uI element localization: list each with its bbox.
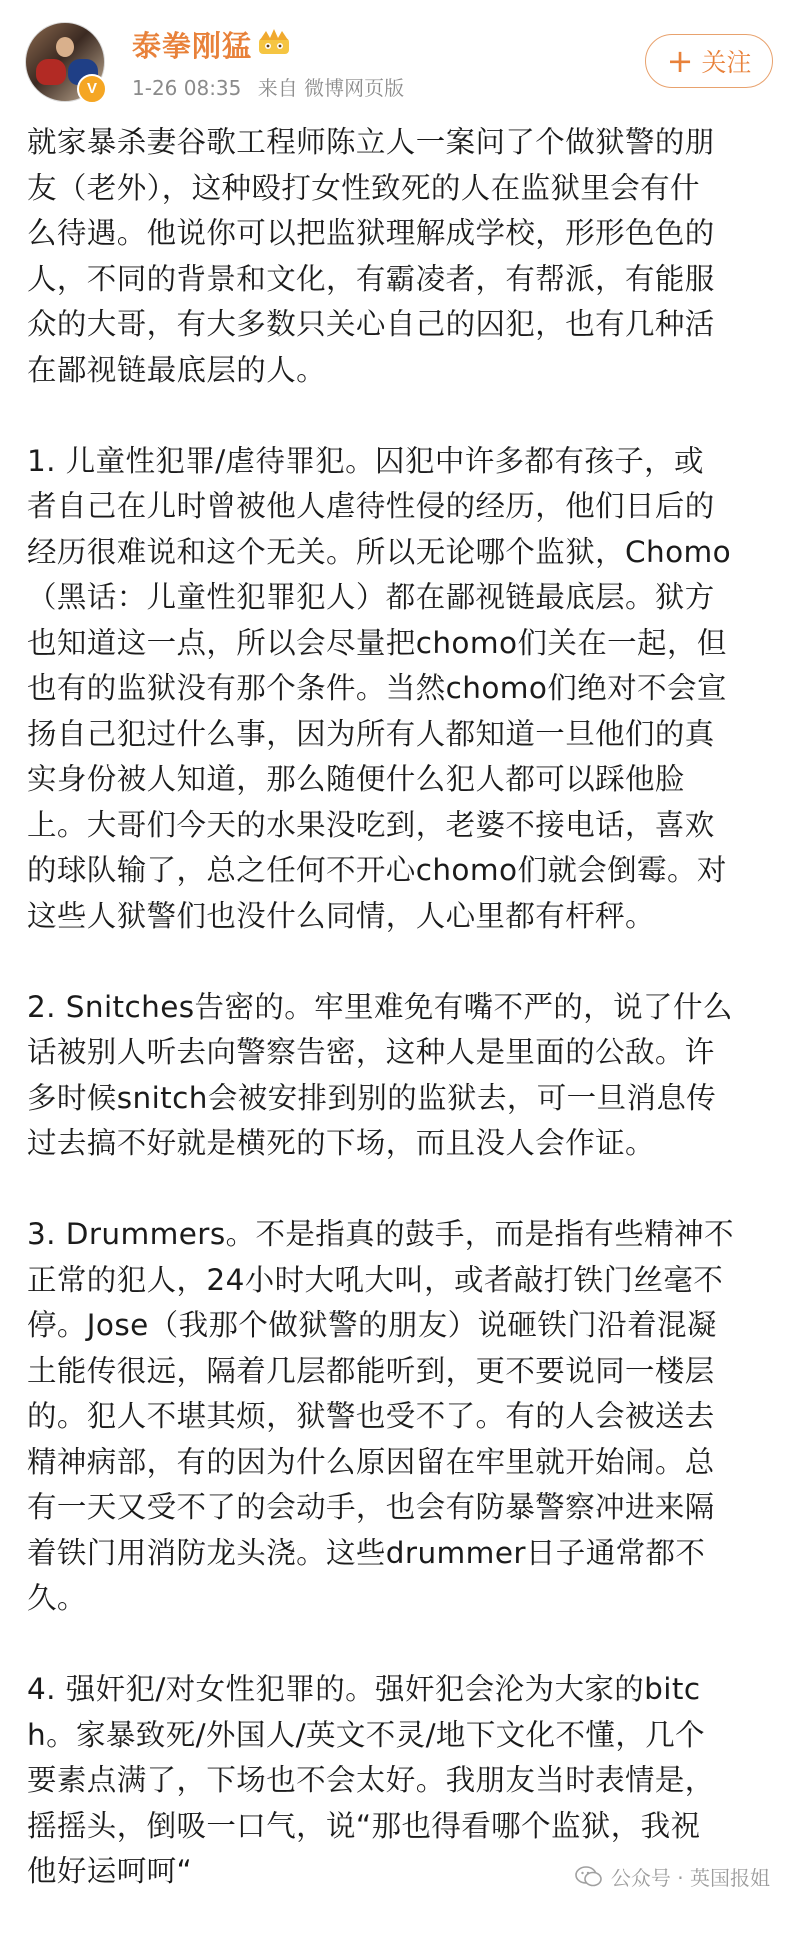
post-header (0, 0, 800, 120)
watermark-text: 公众号 · 英国报姐 (610, 1866, 770, 1890)
post-paragraph-3: 3. Drummers。不是指真的鼓手，而是指有些精神不 正常的犯人，24小时大吼大叫，或者敲打铁门丝毫不 停。Jose（我那个做狱警的朋友）说砸铁门沿着混凝 土能传很远，隔着几层都能听到，更不要说同一楼层 的。犯人不堪其烦，狱警也受不了。有的人会被送去 精神病部，有的因为什么原因留在牢里就开始闹。总 有一天又受不了的会动手，也会有防暴警察冲进来隔 着铁门用消防龙头浇。这些drummer日子通常都不 久。 (27, 1217, 734, 1615)
wechat-icon (575, 1865, 603, 1889)
post-paragraph-intro: 就家暴杀妻谷歌工程师陈立人一案问了个做狱警的朋 友（老外），这种殴打女性致死的人在监狱里会有什 么待遇。他说你可以把监狱理解成学校，形形色色的 人，不同的背景和文化，有霸凌者，有帮派，有能服 众的大哥，有大多数只关心自己的囚犯，也有几种活 在鄙视链最底层的人。 (27, 125, 715, 387)
post-source: 来自 微博网页版 (257, 76, 405, 100)
post-paragraph-1: 1. 儿童性犯罪/虐待罪犯。囚犯中许多都有孩子，或 者自己在儿时曾被他人虐待性侵的经历，他们日后的 经历很难说和这个无关。所以无论哪个监狱，Chomo （黑话：儿童性犯罪犯人）都在鄙视链最底层。狱方 也知道这一点，所以会尽量把chomo们关在一起，但 也有的监狱没有那个条件。当然chomo们绝对不会宣 扬自己犯过什么事，因为所有人都知道一旦他们的真 实身份被人知道，那么随便什么犯人都可以踩他脸 上。大哥们今天的水果没吃到，老婆不接电话，喜欢 的球队输了，总之任何不开心chomo们就会倒霉。对 这些人狱警们也没什么同情，人心里都有杆秤。 (27, 443, 732, 933)
post-meta (132, 72, 414, 101)
avatar-figure-head (56, 37, 74, 57)
follow-label: 关注 (701, 48, 752, 77)
verified-badge: V (77, 74, 107, 104)
follow-button[interactable] (645, 34, 773, 88)
post-paragraph-2: 2. Snitches告密的。牢里难免有嘴不严的，说了什么 话被别人听去向警察告密，这种人是里面的公敌。许 多时候snitch会被安排到别的监狱去，可一旦消息传 过去搞不好就是横死的下场，而且没人会作证。 (27, 989, 733, 1160)
avatar-glove-left (36, 59, 66, 85)
author-name[interactable]: 泰拳刚猛 (132, 29, 253, 63)
avatar[interactable] (25, 22, 105, 102)
post-time[interactable]: 1-26 08:35 (132, 76, 242, 100)
plus-icon: + (666, 42, 694, 80)
post-body (27, 120, 782, 1940)
wechat-watermark (575, 1862, 770, 1891)
crown-icon (256, 28, 292, 56)
post-paragraph-4: 4. 强奸犯/对女性犯罪的。强奸犯会沦为大家的bitc h。家暴致死/外国人/英文不灵/地下文化不懂，几个 要素点满了，下场也不会太好。我朋友当时表情是， 摇摇头，倒吸一口气，说“那也得看哪个监狱，我祝 他好运呵呵“ (27, 1672, 715, 1888)
